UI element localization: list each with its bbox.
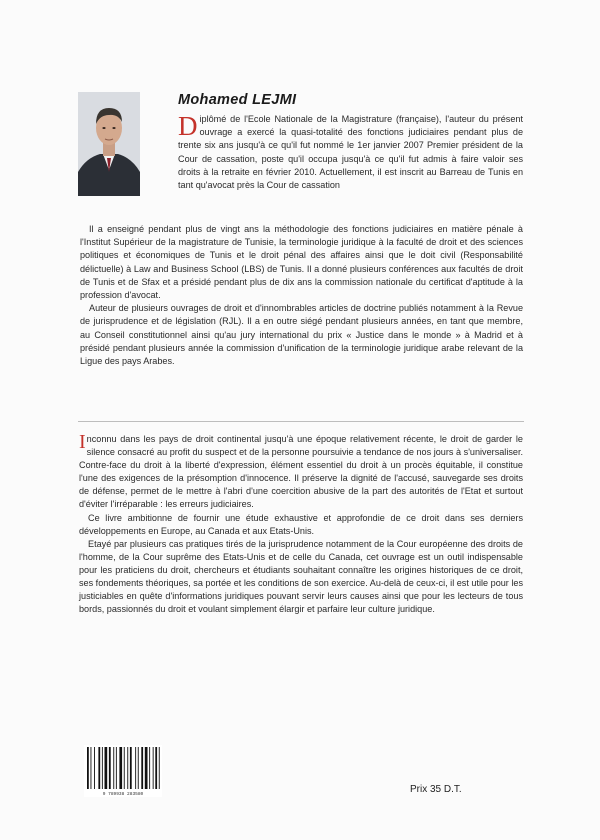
barcode-bar bbox=[149, 747, 150, 789]
barcode-bar bbox=[159, 747, 160, 789]
barcode-bar bbox=[130, 747, 132, 789]
author-name: Mohamed LEJMI bbox=[178, 92, 297, 108]
barcode-bar bbox=[135, 747, 136, 789]
barcode-bar bbox=[109, 747, 111, 789]
barcode-bar bbox=[98, 747, 100, 789]
barcode-bar bbox=[145, 747, 148, 789]
description-paragraph: Etayé par plusieurs cas pratiques tirés de la jurisprudence notamment de la Cour européenne des droits de l'homme, de la Cour suprême des Etats-Unis et de celle du Canada, cet ouvrage est un outil indispensable pour les praticiens du droit, chercheurs et étudiants souhaitant connaître les origines historiques de ce droit, ses fondements théoriques, sa portée et les conditions de son exercice. Au-delà de ceux-ci, il est utile pour les justiciables en quête d'informations juridiques pouvant servir leurs causes ainsi que pour les lecteurs de tous bords, passionnés du droit et voulant simplement élargir et parfaire leur culture juridique. bbox=[79, 538, 523, 615]
barcode-bar bbox=[91, 747, 92, 789]
barcode-bar bbox=[113, 747, 114, 789]
barcode bbox=[84, 745, 162, 797]
book-description bbox=[79, 433, 523, 616]
barcode-bar bbox=[102, 747, 103, 789]
barcode-bar bbox=[141, 747, 143, 789]
bio-dropcap: D bbox=[178, 111, 198, 141]
barcode-bar bbox=[124, 747, 125, 789]
barcode-bar bbox=[116, 747, 117, 789]
author-bio-intro bbox=[178, 113, 523, 192]
author-bio bbox=[80, 223, 523, 368]
barcode-bar bbox=[105, 747, 108, 789]
bio-intro-text: iplômé de l'Ecole Nationale de la Magistrature (française), l'auteur du présent ouvrage a exercé la quasi-totalité des fonctions judiciaires pendant plus de trente six ans jusqu'à ce qu'il fut nommé le 1er janvier 2007 Premier président de la Cour de cassation, poste qu'il occupa jusqu'à ce qu'il fut admis à faire valoir ses droits à la retraite en février 2010. Actuellement, il est inscrit au Barreau de Tunis en tant qu'avocat près la Cour de cassation bbox=[178, 114, 523, 191]
barcode-bar bbox=[138, 747, 139, 789]
barcode-bar bbox=[87, 747, 89, 789]
barcode-bar bbox=[153, 747, 154, 789]
price-label: Prix 35 D.T. bbox=[410, 784, 462, 795]
barcode-bar bbox=[94, 747, 95, 789]
section-divider bbox=[78, 421, 524, 422]
barcode-bar bbox=[155, 747, 157, 789]
description-paragraph bbox=[79, 433, 523, 512]
barcode-number: 9 789938 283580 bbox=[102, 792, 144, 797]
bio-paragraph: Il a enseigné pendant plus de vingt ans la méthodologie des fonctions judiciaires en matière pénale à l'Institut Supérieur de la magistrature de Tunisie, la terminologie juridique à la faculté de droit et des sciences politiques et économiques de Tunis et le droit pénal des affaires ainsi que le doit civil (Responsabilité délictuelle) à Law and Business School (LBS) de Tunis. Il a donné plusieurs conférences aux facultés de droit de Tunis et de Sfax et a présidé pendant plus de dix ans la commission nationale du certificat d'aptitude à la profession d'avocat. bbox=[80, 224, 523, 301]
barcode-bar bbox=[127, 747, 128, 789]
barcode-bar bbox=[119, 747, 122, 789]
author-photo bbox=[78, 92, 140, 196]
bio-paragraph: Auteur de plusieurs ouvrages de droit et d'innombrables articles de doctrine publiés notamment à la Revue de jurisprudence et de législation (RJL). Il a en outre siégé pendant plusieurs années, en tant que membre, au Conseil constitutionnel ainsi qu'au jury international du prix « Justice dans le monde » à Madrid et à présidé pendant plusieurs année la commission d'unification de la terminologie juridique arabe relevant de la Ligue des pays Arabes. bbox=[80, 303, 523, 367]
description-first-text: nconnu dans les pays de droit continental jusqu'à une époque relativement récente, le droit de garder le silence consacré au profit du suspect et de la personne poursuivie a tendance de nos jours à s'universaliser. Contre-face du droit à la liberté d'expression, élément essentiel du droit à un procès équitable, il constitue l'une des exigences de la présomption d'innocence. Il préserve la dignité de l'accusé, sauvegarde ses droits de défense, permet de le mettre à l'abri d'une coercition abusive de la part des autorités de l'Etat et surtout d'éviter l'irréparable : les erreurs judiciaires. bbox=[79, 434, 523, 510]
description-paragraph: Ce livre ambitionne de fournir une étude exhaustive et approfondie de ce droit dans ses derniers développements en Europe, au Canada et aux Etats-Unis. bbox=[79, 512, 523, 536]
description-dropcap: I bbox=[79, 431, 86, 453]
